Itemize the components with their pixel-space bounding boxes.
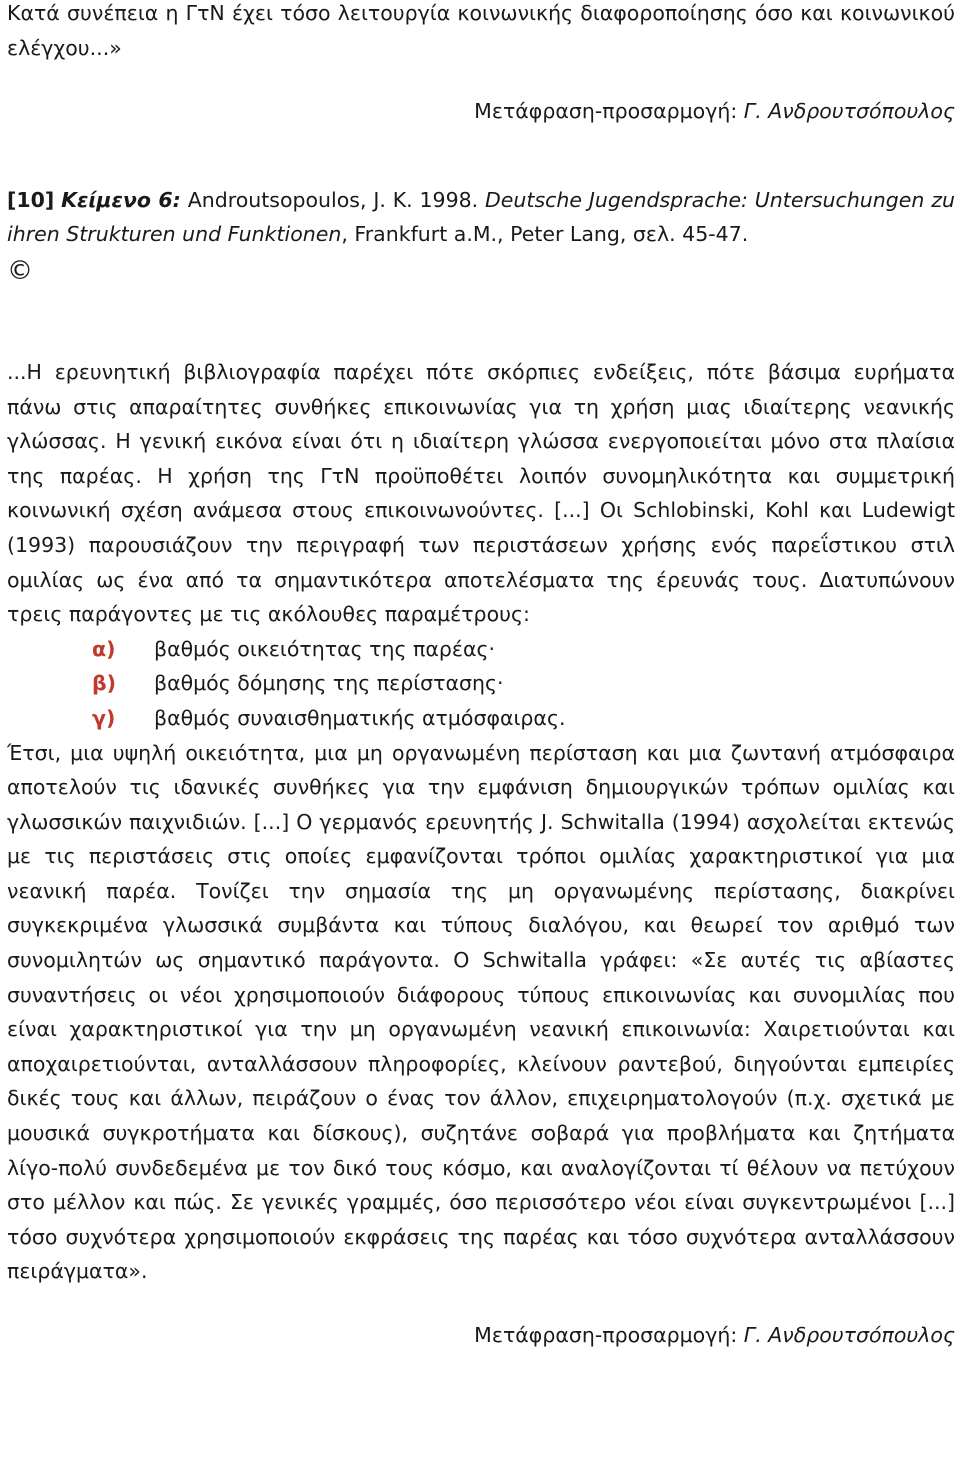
list-item bbox=[7, 701, 955, 736]
intro-translation-credit bbox=[7, 94, 955, 129]
credit-name: Γ. Ανδρουτσόπουλος bbox=[743, 1323, 955, 1347]
credit-label: Μετάφραση-προσαρμογή: bbox=[474, 1323, 744, 1347]
list-marker: γ) bbox=[92, 705, 116, 730]
list-item bbox=[7, 666, 955, 701]
list-item bbox=[7, 632, 955, 667]
source-number: [10] bbox=[7, 187, 55, 212]
p1-sentence-d: [...] Οι Schlobinski, Kohl και Ludewigt (1993) παρουσιάζουν την περιγραφή των περιστάσεων χρήσης ενός παρεΐστικου στιλ ομιλίας ως ένα από τα σημαντικότερα αποτελέσματα της έρευνάς τους. bbox=[7, 498, 955, 592]
document-page bbox=[7, 0, 955, 1353]
p1-sentence-b: Η γενική εικόνα είναι ότι η ιδιαίτερη γλώσσα ενεργοποιείται μόνο στα πλαίσια της παρέας. bbox=[7, 429, 955, 488]
source-label: Κείμενο 6: bbox=[61, 187, 181, 212]
list-item-text: βαθμός οικειότητας της παρέας· bbox=[154, 636, 496, 661]
list-item-text: βαθμός συναισθηματικής ατμόσφαιρας. bbox=[154, 705, 566, 730]
list-marker: α) bbox=[92, 636, 116, 661]
credit-label: Μετάφραση-προσαρμογή: bbox=[474, 99, 744, 124]
copyright-symbol: © bbox=[7, 255, 33, 286]
factors-list bbox=[7, 632, 955, 736]
p1-sentence-a: ...Η ερευνητική βιβλιογραφία παρέχει πότε σκόρπιες ενδείξεις, πότε βάσιμα ευρήματα πάνω στις απαραίτητες συνθήκες επικοινωνίας για τη χρήση μιας ιδιαίτερης νεανικής γλώσσας. bbox=[7, 359, 955, 454]
p2-part-b: Τονίζει την σημασία της μη οργανωμένης περίστασης, διακρίνει συγκεκριμένα γλωσσικά συμβάντα και τύπους διαλόγου, και θεωρεί τον αριθμό των συνομιλητών ως σημαντικό παράγοντα. Ο Schwitalla γράφει: «Σε αυτές τις αβίαστες συναντήσεις οι νέοι χρησιμοποιούν διάφορους τύπους επικοινωνίας και συνομιλίας που είναι χαρακτηριστικοί για την μη οργανωμένη νεανική επικοινωνία: Χαιρετιούνται και αποχαιρετιούνται, ανταλλάσσουν πληροφορίες, κλείνουν ραντεβού, διηγούνται εμπειρίες δικές τους και άλλων, πειράζουν ο ένας τον άλλον, επιχειρηματολογούν (π.χ. σχετικά με μουσικά συγκροτήματα και δίσκους), συζητάνε σοβαρά για προβλήματα και ζητήματα λίγο-πολύ συνδεδεμένα με τον δικό τους κόσμο, και αναλογίζονται τί θέλουν να πετύχουν στο μέλλον και πώς. Σε γενικές γραμμές, όσο περισσότερο νέοι είναι συγκεντρωμένοι [...] τόσο συχνότερα χρησιμοποιούν εκφράσεις της παρέας και τόσο συχνότερα ανταλλάσσουν πειράγματα». bbox=[7, 878, 955, 1284]
p1-sentence-e: Διατυπώνουν τρεις παράγοντες με τις ακόλουθες παραμέτρους: bbox=[7, 567, 955, 627]
intro-text: Κατά συνέπεια η ΓτΝ έχει τόσο λειτουργία κοινωνικής διαφοροποίησης όσο και κοινωνικού ελέγχου...» bbox=[7, 1, 955, 60]
body-paragraph-1 bbox=[7, 355, 955, 632]
p1-sentence-c: Η χρήση της ΓτΝ προϋποθέτει λοιπόν συνομηλικότητα και συμμετρική κοινωνική σχέση ανάμεσα στους επικοινωνούντες. bbox=[7, 463, 955, 523]
source-publisher: , Frankfurt a.M., Peter Lang, σελ. 45-47. bbox=[341, 222, 749, 247]
list-item-text: βαθμός δόμησης της περίστασης· bbox=[154, 671, 504, 696]
closing-translation-credit bbox=[7, 1318, 955, 1353]
intro-paragraph bbox=[7, 0, 955, 65]
source-citation bbox=[7, 183, 955, 252]
credit-name: Γ. Ανδρουτσόπουλος bbox=[743, 99, 955, 124]
source-authors: Androutsopoulos, J. K. 1998. bbox=[180, 187, 486, 212]
source-title: Deutsche Jugendsprache: Untersuchungen zu ihren Strukturen und Funktionen bbox=[7, 187, 955, 247]
list-marker: β) bbox=[92, 671, 117, 696]
p2-part-a: Έτσι, μια υψηλή οικειότητα, μια μη οργανωμένη περίσταση και μια ζωντανή ατμόσφαιρα αποτελούν τις ιδανικές συνθήκες για την εμφάνιση δημιουργικών τρόπων ομιλίας και γλωσσικών παιχνιδιών. [...] Ο γερμανός ερευνητής J. Schwitalla (1994) ασχολείται εκτενώς με τις περιστάσεις στις οποίες εμφανίζονται τρόποι ομιλίας χαρακτηριστικοί για μια νεανική παρέα. bbox=[7, 740, 955, 903]
body-paragraph-2 bbox=[7, 736, 955, 1290]
